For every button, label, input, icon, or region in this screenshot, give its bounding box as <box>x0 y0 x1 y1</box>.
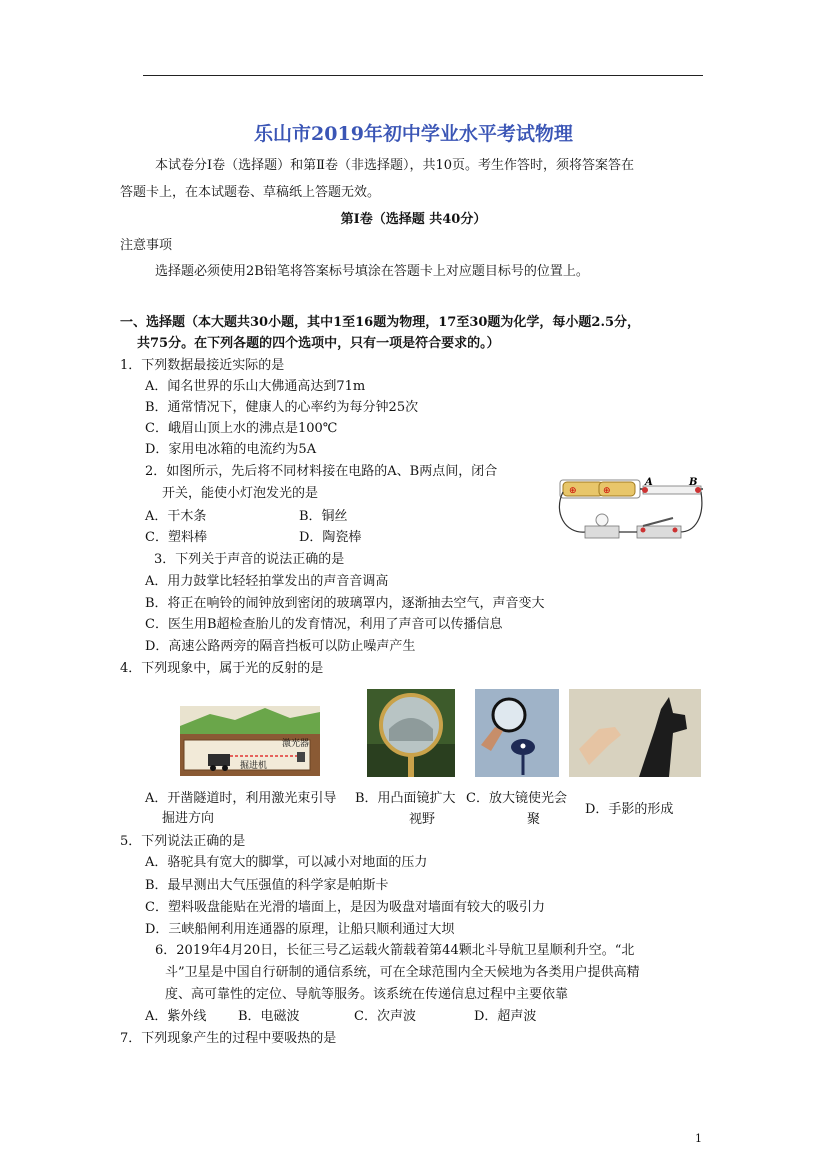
q4-option-c-line-2: 聚 <box>527 812 541 827</box>
q3-option-d: D．高速公路两旁的隔音挡板可以防止噪声产生 <box>145 639 416 654</box>
laser-label: 激光器 <box>282 739 310 749</box>
intro-line-1: 本试卷分Ⅰ卷（选择题）和第Ⅱ卷（非选择题），共10页。考生作答时，须将答案答在 <box>155 158 635 173</box>
q4-option-a-line-2: 掘进方向 <box>162 811 215 826</box>
intro-line-2: 答题卡上，在本试题卷、草稿纸上答题无效。 <box>120 185 381 200</box>
bulb-base <box>585 526 619 538</box>
q4-option-d: D．手影的形成 <box>585 802 674 817</box>
q2-stem-line-1: 2．如图所示，先后将不同材料接在电路的A、B两点间，闭合 <box>145 464 498 479</box>
q7-stem: 7．下列现象产生的过程中要吸热的是 <box>120 1031 337 1046</box>
q2-option-a: A．干木条 <box>145 509 207 524</box>
tunnel-laser-image <box>180 706 320 776</box>
svg-text:⊕: ⊕ <box>603 486 611 496</box>
q3-option-c: C．医生用B超检查胎儿的发育情况，利用了声音可以传播信息 <box>145 617 503 632</box>
tunneling-machine-icon <box>208 754 230 766</box>
part1-line-1: 一、选择题（本大题共30小题，其中1至16题为物理，17至30题为化学，每小题2.5分， <box>120 315 641 330</box>
magnifier-icon <box>493 699 525 731</box>
part1-line-2: 共75分。在下列各题的四个选项中，只有一项是符合要求的。） <box>137 336 500 351</box>
wire-right <box>680 492 702 532</box>
q1-stem: 1．下列数据最接近实际的是 <box>120 358 285 373</box>
q2-stem-line-2: 开关，能使小灯泡发光的是 <box>162 486 319 501</box>
hand-shadow-image <box>569 689 701 777</box>
q3-stem: 3．下列关于声音的说法正确的是 <box>154 552 345 567</box>
q2-option-b: B．铜丝 <box>299 509 348 524</box>
q5-option-c: C．塑料吸盘能贴在光滑的墙面上，是因为吸盘对墙面有较大的吸引力 <box>145 900 545 915</box>
q1-option-c: C．峨眉山顶上水的沸点是100℃ <box>145 421 338 436</box>
q1-option-a: A．闻名世界的乐山大佛通高达到71m <box>145 379 366 394</box>
section-heading: 第Ⅰ卷（选择题 共40分） <box>340 212 487 227</box>
laser-icon <box>297 752 305 762</box>
q5-option-b: B．最早测出大气压强值的科学家是帕斯卡 <box>145 878 389 893</box>
label-a: A <box>645 477 653 488</box>
q5-stem: 5．下列说法正确的是 <box>120 834 246 849</box>
q6-option-b: B．电磁波 <box>238 1009 300 1024</box>
magnifier-image <box>475 689 559 777</box>
mirror-pole <box>408 755 414 777</box>
bulb-icon <box>596 514 608 526</box>
q5-option-d: D．三峡船闸利用连通器的原理，让船只顺利通过大坝 <box>145 922 455 937</box>
q4-option-b-line-1: B．用凸面镜扩大 <box>355 791 456 806</box>
notice-text: 选择题必须使用2B铅笔将答案标号填涂在答题卡上对应题目标号的位置上。 <box>155 264 589 279</box>
header-rule <box>143 75 703 76</box>
notice-heading: 注意事项 <box>120 238 173 253</box>
page-number: 1 <box>695 1132 702 1145</box>
switch-lever-icon <box>643 518 673 526</box>
q1-option-d: D．家用电冰箱的电流约为5A <box>145 442 317 457</box>
q4-option-b-line-2: 视野 <box>409 812 436 827</box>
q4-option-c-line-1: C．放大镜使光会 <box>466 791 567 806</box>
q1-option-b: B．通常情况下，健康人的心率约为每分钟25次 <box>145 400 419 415</box>
q2-option-c: C．塑料棒 <box>145 530 207 545</box>
q5-option-a: A．骆驼具有宽大的脚掌，可以减小对地面的压力 <box>145 855 428 870</box>
q6-option-d: D．超声波 <box>474 1009 537 1024</box>
label-b: B <box>689 477 698 488</box>
convex-mirror-image <box>367 689 455 777</box>
q6-option-a: A．紫外线 <box>145 1009 207 1024</box>
q6-stem-line-2: 斗”卫星是中国自行研制的通信系统，可在全球范围内全天候地为各类用户提供高精 <box>165 965 640 980</box>
q3-option-a: A．用力鼓掌比轻轻拍掌发出的声音音调高 <box>145 574 389 589</box>
machine-label: 掘进机 <box>240 761 268 771</box>
q4-option-a-line-1: A．开凿隧道时，利用激光束引导 <box>145 791 337 806</box>
q2-option-d: D．陶瓷棒 <box>299 530 362 545</box>
q6-stem-line-1: 6．2019年4月20日，长征三号乙运载火箭载着第44颗北斗导航卫星顺利升空。“北 <box>155 943 635 958</box>
svg-text:⊕: ⊕ <box>569 486 577 496</box>
q6-stem-line-3: 度、高可靠性的定位、导航等服务。该系统在传递信息过程中主要依靠 <box>165 987 569 1002</box>
circuit-diagram <box>555 472 705 546</box>
q4-stem: 4．下列现象中，属于光的反射的是 <box>120 661 324 676</box>
q6-option-c: C．次声波 <box>354 1009 416 1024</box>
exam-title: 乐山市2019年初中学业水平考试物理 <box>254 123 573 145</box>
q3-option-b: B．将正在响铃的闹钟放到密闭的玻璃罩内，逐渐抽去空气，声音变大 <box>145 596 545 611</box>
